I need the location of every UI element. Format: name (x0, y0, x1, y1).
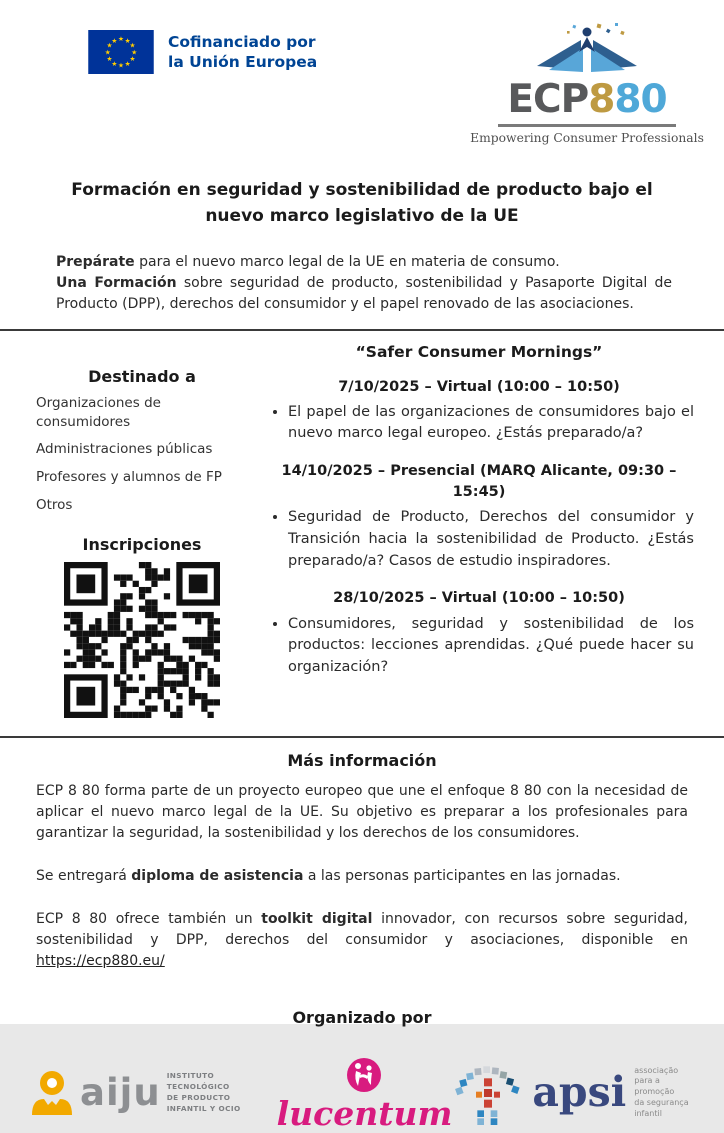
svg-text:★: ★ (111, 36, 118, 45)
audience-item: Otros (36, 497, 73, 514)
session-1 (264, 377, 694, 446)
svg-text:★: ★ (129, 41, 136, 50)
apsi-wordmark: apsi (532, 1068, 627, 1117)
more-info-p3: ECP 8 80 ofrece también un toolkit digital innovador, con recursos sobre seguridad, sostenibilidad y DPP, derechos del consumidor y asociaciones, disponible en https://ecp880.eu/ (36, 911, 688, 970)
diploma-bold: diploma de asistencia (131, 868, 304, 885)
intro-paragraph: Prepárate para el nuevo marco legal de la UE en materia de consumo. Una Formación sobre seguridad de producto, sostenibilidad y Pasaporte Digital de Producto (DPP), derechos del consumidor y el papel renovado de las asociaciones. (56, 253, 672, 312)
session-2-heading: 14/10/2025 – Presencial (MARQ Alicante, 09:30 – 15:45) (281, 463, 677, 501)
svg-text:★: ★ (124, 36, 131, 45)
eu-cofunded-badge (88, 30, 317, 74)
divider-bottom (0, 736, 724, 738)
ecp880-book-icon (523, 22, 651, 84)
apsi-logo (452, 1061, 696, 1125)
page-title: Formación en seguridad y sostenibilidad de producto bajo el nuevo marco legislativo de la UE (71, 180, 653, 227)
more-info-section (0, 751, 724, 972)
session-3 (264, 588, 694, 678)
svg-text:★: ★ (124, 59, 131, 68)
lucentum-wordmark: lucentum (276, 1094, 453, 1133)
main-columns (0, 331, 724, 722)
audience-item: Administraciones públicas (36, 441, 213, 458)
more-info-title: Más información (287, 751, 437, 771)
eu-flag-icon (88, 30, 154, 74)
lucentum-icon (344, 1055, 384, 1095)
audience-item: Profesores y alumnos de FP (36, 469, 222, 486)
ecp880-logo (470, 22, 704, 145)
session-3-bullet: • Consumidores, seguridad y sostenibilidad de los productos: lecciones aprendidas. ¿Qué puede hacer su organización? (288, 614, 694, 679)
toolkit-bold: toolkit digital (261, 911, 373, 928)
program-title: “Safer Consumer Mornings” (355, 342, 603, 361)
header (0, 0, 724, 145)
aiju-subtitle: INSTITUTO TECNOLÓGICO DE PRODUCTO INFANTIL Y OCIO (166, 1070, 241, 1113)
audience-item: Organizaciones de consumidores (36, 394, 161, 430)
svg-text:★: ★ (106, 41, 113, 50)
organizers-logos (0, 1055, 724, 1133)
ecp880-link[interactable]: https://ecp880.eu/ (36, 953, 165, 970)
svg-text:★: ★ (129, 55, 136, 64)
eu-cofunded-text: Cofinanciado por la Unión Europea (168, 32, 318, 71)
svg-text:★: ★ (106, 55, 113, 64)
session-2-bullet: • Seguridad de Producto, Derechos del consumidor y Transición hacia la sostenibilidad de Producto. ¿Estás preparado/a? Casos de estudio inspiradores. (288, 507, 694, 572)
organizers-title: Organizado por (292, 1008, 432, 1028)
svg-text:★: ★ (118, 35, 124, 44)
intro-bold-2: Una Formación (56, 274, 177, 291)
apsi-subtitle: associação para a promoção da segurança infantil (634, 1065, 689, 1118)
audience-title: Destinado a (88, 366, 196, 386)
more-info-p1: ECP 8 80 forma parte de un proyecto europeo que une el enfoque 8 80 con la necesidad de aplicar el nuevo marco legal de la UE. Su objetivo es preparar a los profesionales para garantizar la seguridad, la sostenibilidad y los derechos de los consumidores. (36, 783, 688, 842)
svg-text:★: ★ (131, 48, 138, 57)
more-info-p2: Se entregará diploma de asistencia a las personas participantes en las jornadas. (36, 868, 621, 885)
session-1-bullet: • El papel de las organizaciones de consumidores bajo el nuevo marco legal europeo. ¿Estás preparado/a? (288, 402, 694, 446)
right-column (254, 341, 694, 722)
lucentum-logo (276, 1055, 453, 1133)
left-column (30, 341, 254, 722)
ecp880-divider (498, 124, 676, 127)
session-3-heading: 28/10/2025 – Virtual (10:00 – 10:50) (333, 590, 625, 607)
aiju-person-icon (30, 1069, 74, 1117)
qr-code (64, 562, 220, 722)
session-1-heading: 7/10/2025 – Virtual (10:00 – 10:50) (338, 378, 620, 395)
svg-text:★: ★ (118, 61, 124, 70)
aiju-wordmark: aiju (80, 1070, 161, 1114)
session-2 (264, 461, 694, 572)
audience-list (36, 394, 254, 515)
ecp880-wordmark: ECP880 (507, 77, 667, 122)
intro-bold-1: Prepárate (56, 253, 135, 270)
svg-text:★: ★ (111, 59, 118, 68)
inscriptions-title: Inscripciones (82, 535, 202, 555)
ecp880-tagline: Empowering Consumer Professionals (470, 131, 704, 145)
apsi-mosaic-icon (452, 1061, 524, 1125)
svg-text:★: ★ (104, 48, 111, 57)
aiju-logo (30, 1069, 259, 1117)
